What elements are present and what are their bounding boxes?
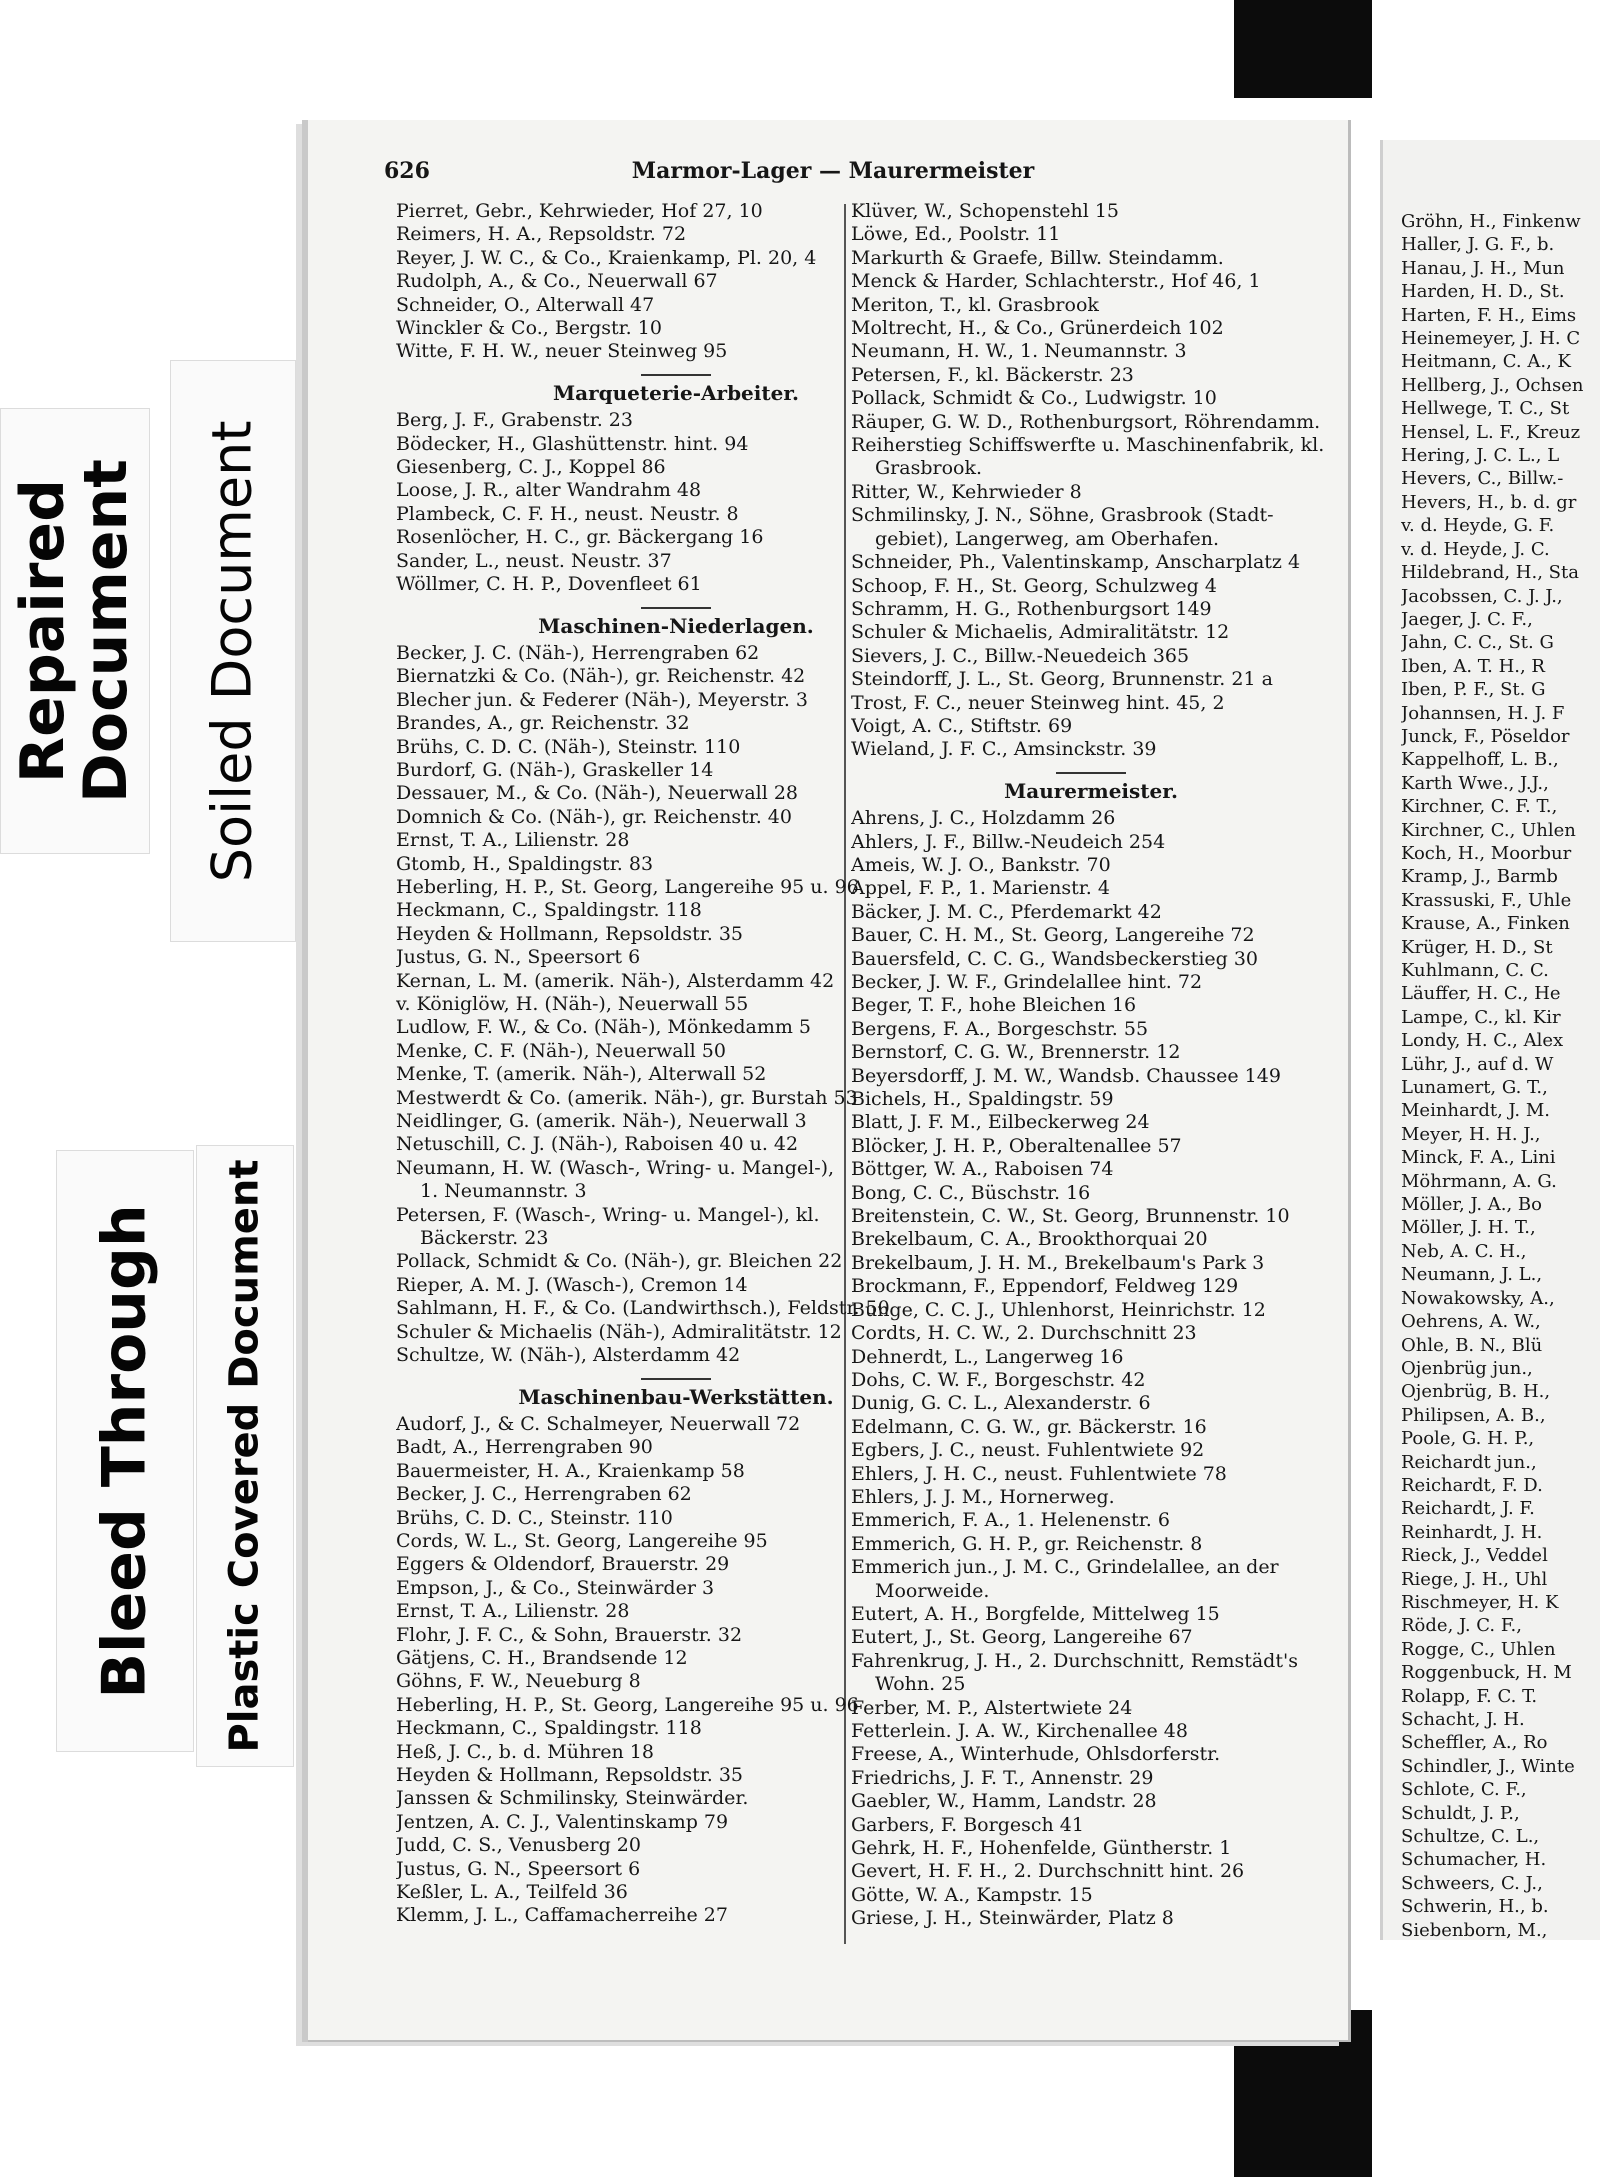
- directory-entry: Nowakowsky, A.,: [1401, 1287, 1555, 1309]
- directory-entry: Reiherstieg Schiffswerfte u. Maschinenfabrik, kl.: [851, 434, 1325, 457]
- directory-entry: Bäcker, J. M. C., Pferdemarkt 42: [851, 900, 1162, 923]
- directory-entry: Emmerich jun., J. M. C., Grindelallee, an der: [851, 1556, 1279, 1579]
- directory-entry: Jahn, C. C., St. G: [1401, 632, 1554, 654]
- directory-entry: Möller, J. H. T.,: [1401, 1217, 1536, 1239]
- directory-entry: Dessauer, M., & Co. (Näh-), Neuerwall 28: [396, 782, 799, 805]
- directory-entry: Brühs, C. D. C. (Näh-), Steinstr. 110: [396, 735, 741, 758]
- soiled-label-text: Soiled Document: [200, 420, 264, 882]
- directory-entry: Ameis, W. J. O., Bankstr. 70: [851, 853, 1111, 876]
- directory-entry: Neb, A. C. H.,: [1401, 1240, 1527, 1262]
- directory-entry: Läuffer, H. C., He: [1401, 983, 1561, 1005]
- directory-entry: Schindler, J., Winte: [1401, 1755, 1575, 1777]
- directory-entry: Lampe, C., kl. Kir: [1401, 1006, 1561, 1028]
- directory-entry: Klüver, W., Schopenstehl 15: [851, 200, 1120, 222]
- directory-entry: Griese, J. H., Steinwärder, Platz 8: [851, 1907, 1174, 1930]
- directory-entry: Garbers, F. Borgesch 41: [851, 1813, 1084, 1836]
- directory-entry: Bauersfeld, C. C. G., Wandsbeckerstieg 30: [851, 947, 1259, 970]
- directory-entry: Ehlers, J. J. M., Hornerweg.: [851, 1485, 1115, 1508]
- directory-entry: Heckmann, C., Spaldingstr. 118: [396, 1717, 702, 1740]
- directory-entry: Petersen, F. (Wasch-, Wring- u. Mangel-), kl.: [396, 1203, 820, 1226]
- directory-entry: Kappelhoff, L. B.,: [1401, 749, 1559, 771]
- directory-entry: Rosenlöcher, H. C., gr. Bäckergang 16: [396, 526, 764, 549]
- repaired-document-label: [0, 408, 150, 854]
- directory-entry: Witte, F. H. W., neuer Steinweg 95: [396, 340, 728, 363]
- directory-entry: Menck & Harder, Schlachterstr., Hof 46, 1: [851, 270, 1261, 293]
- directory-entry: Iben, P. F., St. G: [1401, 679, 1546, 701]
- directory-entry: Schacht, J. H.: [1401, 1709, 1525, 1730]
- directory-entry: Eutert, A. H., Borgfelde, Mittelweg 15: [851, 1602, 1220, 1625]
- directory-entry: Bichels, H., Spaldingstr. 59: [851, 1088, 1114, 1111]
- directory-entry: Meyer, H. H. J.,: [1401, 1123, 1541, 1145]
- soiled-document-label: [170, 360, 296, 942]
- directory-entry-continuation: 1. Neumannstr. 3: [420, 1180, 587, 1203]
- directory-entry: Hanau, J. H., Mun: [1401, 257, 1565, 279]
- directory-entry: Poole, G. H. P.,: [1401, 1428, 1535, 1450]
- directory-entry: Koch, H., Moorbur: [1401, 842, 1572, 864]
- directory-entry: Becker, J. W. F., Grindelallee hint. 72: [851, 971, 1203, 993]
- directory-entry: Reichardt, J. F.: [1401, 1498, 1535, 1520]
- directory-entry: Biernatzki & Co. (Näh-), gr. Reichenstr. 42: [396, 665, 806, 688]
- directory-entry: Markurth & Graefe, Billw. Steindamm.: [851, 246, 1224, 269]
- directory-entry: Möhrmann, A. G.: [1401, 1170, 1557, 1192]
- directory-entry: Reichardt, F. D.: [1401, 1474, 1543, 1496]
- directory-entry: Oehrens, A. W.,: [1401, 1311, 1541, 1333]
- directory-entry: Philipsen, A. B.,: [1401, 1404, 1546, 1426]
- directory-entry: v. d. Heyde, J. C.: [1401, 538, 1550, 560]
- directory-entry: Moltrecht, H., & Co., Grünerdeich 102: [851, 317, 1224, 340]
- directory-entry: Meriton, T., kl. Grasbrook: [851, 293, 1099, 316]
- directory-entry: Blecher jun. & Federer (Näh-), Meyerstr. 3: [396, 688, 808, 711]
- directory-entry: Möller, J. A., Bo: [1401, 1194, 1542, 1216]
- next-page-column: [1401, 210, 1584, 1940]
- directory-entry: Burdorf, G. (Näh-), Graskeller 14: [396, 758, 714, 781]
- directory-entry: Harden, H. D., St.: [1401, 281, 1565, 303]
- directory-entry: Sahlmann, H. F., & Co. (Landwirthsch.), Feldstr. 50: [396, 1297, 890, 1320]
- directory-entry: Jentzen, A. C. J., Valentinskamp 79: [396, 1810, 729, 1833]
- directory-entry: Egbers, J. C., neust. Fuhlentwiete 92: [851, 1439, 1205, 1462]
- directory-entry: Petersen, F., kl. Bäckerstr. 23: [851, 363, 1134, 386]
- directory-entry: Wöllmer, C. H. P., Dovenfleet 61: [396, 573, 702, 596]
- directory-entry: Pierret, Gebr., Kehrwieder, Hof 27, 10: [396, 200, 763, 222]
- directory-entry: Krüger, H. D., St: [1401, 936, 1553, 958]
- directory-entry: Pollack, Schmidt & Co., Ludwigstr. 10: [851, 387, 1217, 410]
- directory-entry: Schuler & Michaelis (Näh-), Admiralitätstr. 12: [396, 1320, 842, 1343]
- section-title: Marqueterie-Arbeiter.: [553, 380, 799, 405]
- directory-entry: Appel, F. P., 1. Marienstr. 4: [851, 877, 1110, 900]
- plastic-label-text: Plastic Covered Document: [222, 1159, 268, 1753]
- directory-entry: Kernan, L. M. (amerik. Näh-), Alsterdamm 42: [396, 969, 835, 992]
- directory-entry: Gaebler, W., Hamm, Landstr. 28: [851, 1790, 1157, 1813]
- directory-entry: Hellwege, T. C., St: [1401, 398, 1570, 420]
- directory-entry: Neumann, H. W., 1. Neumannstr. 3: [851, 340, 1187, 363]
- directory-entry: Johannsen, H. J. F: [1401, 702, 1565, 724]
- directory-entry: Ferber, M. P., Alstertwiete 24: [851, 1696, 1133, 1719]
- directory-entry: Eggers & Oldendorf, Brauerstr. 29: [396, 1553, 730, 1576]
- directory-entry-continuation: Wohn. 25: [875, 1673, 966, 1696]
- directory-entry: Meinhardt, J. M.: [1401, 1100, 1550, 1122]
- directory-entry: Fetterlein. J. A. W., Kirchenallee 48: [851, 1720, 1188, 1742]
- directory-entry: Dehnerdt, L., Langerweg 16: [851, 1345, 1124, 1368]
- directory-entry: Rogge, C., Uhlen: [1401, 1638, 1556, 1660]
- directory-entry: Schneider, O., Alterwall 47: [396, 293, 655, 316]
- section-rule: [641, 374, 711, 376]
- directory-entry: Becker, J. C., Herrengraben 62: [396, 1483, 692, 1506]
- directory-entry: Kramp, J., Barmb: [1401, 866, 1558, 888]
- directory-entry: Hering, J. C. L., L: [1401, 445, 1560, 467]
- plastic-covered-label: [196, 1145, 294, 1767]
- directory-entry: Bödecker, H., Glashüttenstr. hint. 94: [396, 432, 749, 455]
- directory-entry: Edelmann, C. G. W., gr. Bäckerstr. 16: [851, 1415, 1207, 1438]
- directory-entry: Bauer, C. H. M., St. Georg, Langereihe 72: [851, 924, 1255, 947]
- directory-entry: Schmilinsky, J. N., Söhne, Grasbrook (Stadt-: [851, 504, 1274, 527]
- directory-entry: Ojenbrüg jun.,: [1401, 1357, 1533, 1379]
- directory-entry: Heß, J. C., b. d. Mühren 18: [396, 1740, 654, 1763]
- directory-entry: Klemm, J. L., Caffamacherreihe 27: [396, 1904, 728, 1927]
- repaired-label-line1: Repaired: [8, 478, 79, 784]
- directory-entry: Beger, T. F., hohe Bleichen 16: [851, 994, 1137, 1017]
- directory-entry: Neidlinger, G. (amerik. Näh-), Neuerwall 3: [396, 1110, 807, 1133]
- directory-entry: Schuldt, J. P.,: [1401, 1802, 1520, 1824]
- directory-entry: Blatt, J. F. M., Eilbeckerweg 24: [851, 1111, 1150, 1134]
- page-header: [348, 158, 1318, 186]
- section-title: Maschinenbau-Werkstätten.: [518, 1384, 834, 1409]
- directory-entry: Harten, F. H., Eims: [1401, 304, 1577, 326]
- directory-entry: Ahrens, J. C., Holzdamm 26: [851, 807, 1116, 830]
- directory-entry: Hevers, H., b. d. gr: [1401, 491, 1577, 513]
- directory-entry: Giesenberg, C. J., Koppel 86: [396, 456, 666, 479]
- directory-entry: Londy, H. C., Alex: [1401, 1030, 1564, 1052]
- directory-entry: Heckmann, C., Spaldingstr. 118: [396, 899, 702, 922]
- directory-entry: Emmerich, G. H. P., gr. Reichenstr. 8: [851, 1532, 1203, 1555]
- directory-entry: Keßler, L. A., Teilfeld 36: [396, 1881, 628, 1904]
- directory-entry: Gätjens, C. H., Brandsende 12: [396, 1646, 688, 1669]
- directory-entry: Sander, L., neust. Neustr. 37: [396, 549, 672, 572]
- directory-entry: Trost, F. C., neuer Steinweg hint. 45, 2: [851, 691, 1225, 714]
- directory-entry: Göhns, F. W., Neueburg 8: [396, 1670, 641, 1693]
- directory-entry: Winckler & Co., Bergstr. 10: [396, 317, 662, 340]
- section-rule: [641, 607, 711, 609]
- directory-entry: Jacobssen, C. J. J.,: [1401, 585, 1563, 607]
- directory-entry: Rieck, J., Veddel: [1401, 1545, 1548, 1567]
- directory-entry: Rischmeyer, H. K: [1401, 1591, 1559, 1613]
- directory-entry: Cordts, H. C. W., 2. Durchschnitt 23: [851, 1322, 1197, 1345]
- directory-entry: Krassuski, F., Uhle: [1401, 889, 1572, 911]
- directory-entry: Bauermeister, H. A., Kraienkamp 58: [396, 1459, 745, 1482]
- directory-entry: Rolapp, F. C. T.: [1401, 1685, 1538, 1707]
- directory-entry: Ernst, T. A., Lilienstr. 28: [396, 829, 630, 852]
- directory-entry: Schoop, F. H., St. Georg, Schulzweg 4: [851, 574, 1217, 597]
- directory-entry: Ritter, W., Kehrwieder 8: [851, 480, 1082, 503]
- directory-entry: Heitmann, C. A., K: [1401, 351, 1571, 373]
- directory-entry: Scheffler, A., Ro: [1401, 1732, 1548, 1754]
- directory-entry: Ohle, B. N., Blü: [1401, 1334, 1543, 1356]
- bleed-through-label: [56, 1150, 194, 1752]
- directory-entry: Loose, J. R., alter Wandrahm 48: [396, 479, 702, 502]
- directory-entry: Krause, A., Finken: [1401, 913, 1570, 935]
- directory-entry: Berg, J. F., Grabenstr. 23: [396, 409, 633, 432]
- directory-entry: Reichardt jun.,: [1401, 1451, 1537, 1473]
- directory-entry: Schweers, C. J.,: [1401, 1872, 1543, 1894]
- directory-entry: Kirchner, C. F. T.,: [1401, 796, 1558, 818]
- directory-entry: Sievers, J. C., Billw.-Neuedeich 365: [851, 644, 1190, 667]
- directory-entry: Lühr, J., auf d. W: [1401, 1053, 1554, 1075]
- directory-entry: Judd, C. S., Venusberg 20: [396, 1834, 641, 1857]
- section-rule: [1056, 772, 1126, 774]
- directory-entry: Menke, C. F. (Näh-), Neuerwall 50: [396, 1039, 726, 1062]
- directory-entry: Riege, J. H., Uhl: [1401, 1568, 1548, 1590]
- directory-entry: Becker, J. C. (Näh-), Herrengraben 62: [396, 641, 760, 664]
- directory-entry: Iben, A. T. H., R: [1401, 655, 1545, 677]
- next-page-fragment: [1380, 140, 1600, 1940]
- page-number: 626: [384, 158, 430, 184]
- directory-entry: Freese, A., Winterhude, Ohlsdorferstr.: [851, 1743, 1221, 1766]
- directory-entry: Roggenbuck, H. M: [1401, 1662, 1572, 1684]
- directory-entry: Ernst, T. A., Lilienstr. 28: [396, 1600, 630, 1623]
- directory-entry: Siebenborn, M.,: [1401, 1919, 1548, 1940]
- directory-entry: Neumann, H. W. (Wasch-, Wring- u. Mangel-),: [396, 1156, 835, 1179]
- directory-entry: Pollack, Schmidt & Co. (Näh-), gr. Bleichen 22: [396, 1250, 843, 1273]
- directory-entry: Schlote, C. F.,: [1401, 1779, 1527, 1801]
- directory-entry: Emmerich, F. A., 1. Helenenstr. 6: [851, 1509, 1170, 1532]
- directory-entry: Wieland, J. F. C., Amsinckstr. 39: [851, 738, 1157, 761]
- directory-entry: Ahlers, J. F., Billw.-Neudeich 254: [851, 830, 1166, 853]
- directory-entry: Ehlers, J. H. C., neust. Fuhlentwiete 78: [851, 1462, 1227, 1485]
- directory-entry: Karth Wwe., J.J.,: [1401, 772, 1549, 794]
- directory-entry: Haller, J. G. F., b.: [1401, 234, 1555, 256]
- directory-entry: Badt, A., Herrengraben 90: [396, 1436, 653, 1459]
- page-title: Marmor-Lager — Maurermeister: [631, 158, 1035, 184]
- directory-entry: Gevert, H. F. H., 2. Durchschnitt hint. 26: [851, 1860, 1245, 1883]
- directory-entry: Jaeger, J. C. F.,: [1401, 608, 1533, 630]
- directory-entry: Friedrichs, J. F. T., Annenstr. 29: [851, 1766, 1154, 1789]
- directory-entry: Empson, J., & Co., Steinwärder 3: [396, 1576, 715, 1599]
- directory-entry: Hildebrand, H., Sta: [1401, 562, 1579, 584]
- directory-entry: Reinhardt, J. H.: [1401, 1521, 1543, 1543]
- directory-entry: Netuschill, C. J. (Näh-), Raboisen 40 u. 42: [396, 1133, 799, 1156]
- directory-entry: Gtomb, H., Spaldingstr. 83: [396, 852, 654, 875]
- directory-entry: Reyer, J. W. C., & Co., Kraienkamp, Pl. 20, 4: [396, 246, 817, 269]
- directory-entry: Heyden & Hollmann, Repsoldstr. 35: [396, 1764, 744, 1786]
- directory-entry: Gehrk, H. F., Hohenfelde, Güntherstr. 1: [851, 1837, 1232, 1860]
- directory-entry: Schneider, Ph., Valentinskamp, Anscharplatz 4: [851, 551, 1301, 574]
- directory-entry: Dunig, G. C. L., Alexanderstr. 6: [851, 1392, 1151, 1415]
- directory-entry: Schultze, W. (Näh-), Alsterdamm 42: [396, 1344, 741, 1367]
- directory-entry: Flohr, J. F. C., & Sohn, Brauerstr. 32: [396, 1623, 743, 1646]
- directory-entry: Kuhlmann, C. C.: [1401, 960, 1549, 981]
- directory-entry: Heberling, H. P., St. Georg, Langereihe 95 u. 96: [396, 1693, 859, 1716]
- directory-entry: Heyden & Hollmann, Repsoldstr. 35: [396, 922, 744, 945]
- directory-entry: Justus, G. N., Speersort 6: [396, 1857, 641, 1880]
- directory-entry: Löwe, Ed., Poolstr. 11: [851, 223, 1061, 246]
- directory-entry: Hevers, C., Billw.-: [1401, 468, 1564, 490]
- directory-entry-continuation: gebiet), Langerweg, am Oberhafen.: [875, 527, 1220, 550]
- directory-entry: Minck, F. A., Lini: [1401, 1147, 1556, 1169]
- directory-entry: Eutert, J., St. Georg, Langereihe 67: [851, 1626, 1193, 1649]
- directory-entry: Mestwerdt & Co. (amerik. Näh-), gr. Burstah 53: [396, 1086, 858, 1109]
- directory-entry: v. d. Heyde, G. F.: [1401, 515, 1555, 537]
- directory-entry: Schumacher, H.: [1401, 1849, 1547, 1871]
- directory-entry: Blöcker, J. H. P., Oberaltenallee 57: [851, 1134, 1182, 1157]
- directory-entry: Rudolph, A., & Co., Neuerwall 67: [396, 270, 718, 293]
- directory-entry: Breitenstein, C. W., St. Georg, Brunnenstr. 10: [851, 1205, 1290, 1228]
- directory-entry: Schuler & Michaelis, Admiralitätstr. 12: [851, 621, 1230, 644]
- directory-entry: Junck, F., Pöseldor: [1401, 725, 1570, 747]
- directory-entry: Plambeck, C. F. H., neust. Neustr. 8: [396, 502, 739, 525]
- directory-entry: Audorf, J., & C. Schalmeyer, Neuerwall 72: [396, 1412, 801, 1435]
- directory-entry: Gröhn, H., Finkenw: [1401, 211, 1581, 232]
- section-rule: [641, 1378, 711, 1380]
- directory-entry: Steindorff, J. L., St. Georg, Brunnenstr. 21 a: [851, 668, 1273, 691]
- directory-entry: Menke, T. (amerik. Näh-), Alterwall 52: [396, 1063, 767, 1086]
- repaired-label-line2: Document: [71, 459, 142, 803]
- section-title: Maschinen-Niederlagen.: [538, 613, 814, 638]
- directory-entry: Voigt, A. C., Stiftstr. 69: [851, 714, 1073, 737]
- directory-entry: Röde, J. C. F.,: [1401, 1615, 1522, 1637]
- directory-entry-continuation: Moorweide.: [875, 1579, 990, 1602]
- directory-entry: Brockmann, F., Eppendorf, Feldweg 129: [851, 1275, 1239, 1298]
- directory-entry: Bunge, C. C. J., Uhlenhorst, Heinrichstr. 12: [851, 1298, 1266, 1321]
- directory-entry-continuation: Bäckerstr. 23: [420, 1227, 549, 1250]
- directory-entry: Böttger, W. A., Raboisen 74: [851, 1158, 1114, 1181]
- section-heading: [851, 772, 1331, 803]
- directory-entry: Räuper, G. W. D., Rothenburgsort, Röhrendamm.: [851, 410, 1321, 433]
- directory-entry: Bernstorf, C. G. W., Brennerstr. 12: [851, 1041, 1181, 1064]
- directory-entry: Lunamert, G. T.,: [1401, 1077, 1548, 1099]
- directory-entry: Rieper, A. M. J. (Wasch-), Cremon 14: [396, 1273, 748, 1296]
- directory-entry: Heinemeyer, J. H. C: [1401, 328, 1581, 350]
- directory-entry-continuation: Grasbrook.: [875, 457, 983, 480]
- directory-entry: Justus, G. N., Speersort 6: [396, 946, 641, 969]
- directory-entry: Heberling, H. P., St. Georg, Langereihe 95 u. 96: [396, 875, 859, 898]
- directory-entry: Ludlow, F. W., & Co. (Näh-), Mönkedamm 5: [396, 1016, 811, 1039]
- directory-entry: Cords, W. L., St. Georg, Langereihe 95: [396, 1529, 768, 1552]
- directory-entry: Brühs, C. D. C., Steinstr. 110: [396, 1506, 673, 1529]
- directory-entry: Hensel, L. F., Kreuz: [1401, 421, 1581, 443]
- directory-entry: Reimers, H. A., Repsoldstr. 72: [396, 223, 687, 246]
- directory-entry: Brekelbaum, C. A., Brookthorquai 20: [851, 1228, 1208, 1251]
- directory-entry: Ojenbrüg, B. H.,: [1401, 1381, 1551, 1403]
- directory-entry: Janssen & Schmilinsky, Steinwärder.: [396, 1787, 749, 1810]
- directory-entry: Bergens, F. A., Borgeschstr. 55: [851, 1017, 1149, 1040]
- section-title: Maurermeister.: [1004, 778, 1178, 803]
- directory-entry: Kirchner, C., Uhlen: [1401, 819, 1576, 841]
- directory-entry: Hellberg, J., Ochsen: [1401, 374, 1584, 396]
- right-column: [851, 200, 1331, 1931]
- directory-entry: Brandes, A., gr. Reichenstr. 32: [396, 712, 690, 735]
- directory-entry: Bong, C. C., Büschstr. 16: [851, 1181, 1091, 1204]
- directory-entry: Götte, W. A., Kampstr. 15: [851, 1883, 1093, 1906]
- directory-entry: Domnich & Co. (Näh-), gr. Reichenstr. 40: [396, 805, 792, 828]
- directory-entry: Neumann, J. L.,: [1401, 1264, 1543, 1286]
- directory-entry: Schultze, C. L.,: [1401, 1826, 1540, 1848]
- directory-entry: Schwerin, H., b.: [1401, 1896, 1549, 1918]
- directory-entry: v. Königlöw, H. (Näh-), Neuerwall 55: [396, 993, 749, 1015]
- directory-entry: Brekelbaum, J. H. M., Brekelbaum's Park 3: [851, 1251, 1265, 1274]
- directory-entry: Fahrenkrug, J. H., 2. Durchschnitt, Remstädt's: [851, 1649, 1298, 1672]
- directory-entry: Schramm, H. G., Rothenburgsort 149: [851, 597, 1212, 620]
- binder-tab-top: [1234, 0, 1372, 98]
- document-page: [308, 120, 1351, 2042]
- bleed-label-text: Bleed Through: [89, 1203, 160, 1699]
- directory-entry: Beyersdorff, J. M. W., Wandsb. Chaussee 149: [851, 1064, 1281, 1087]
- directory-entry: Dohs, C. W. F., Borgeschstr. 42: [851, 1368, 1146, 1391]
